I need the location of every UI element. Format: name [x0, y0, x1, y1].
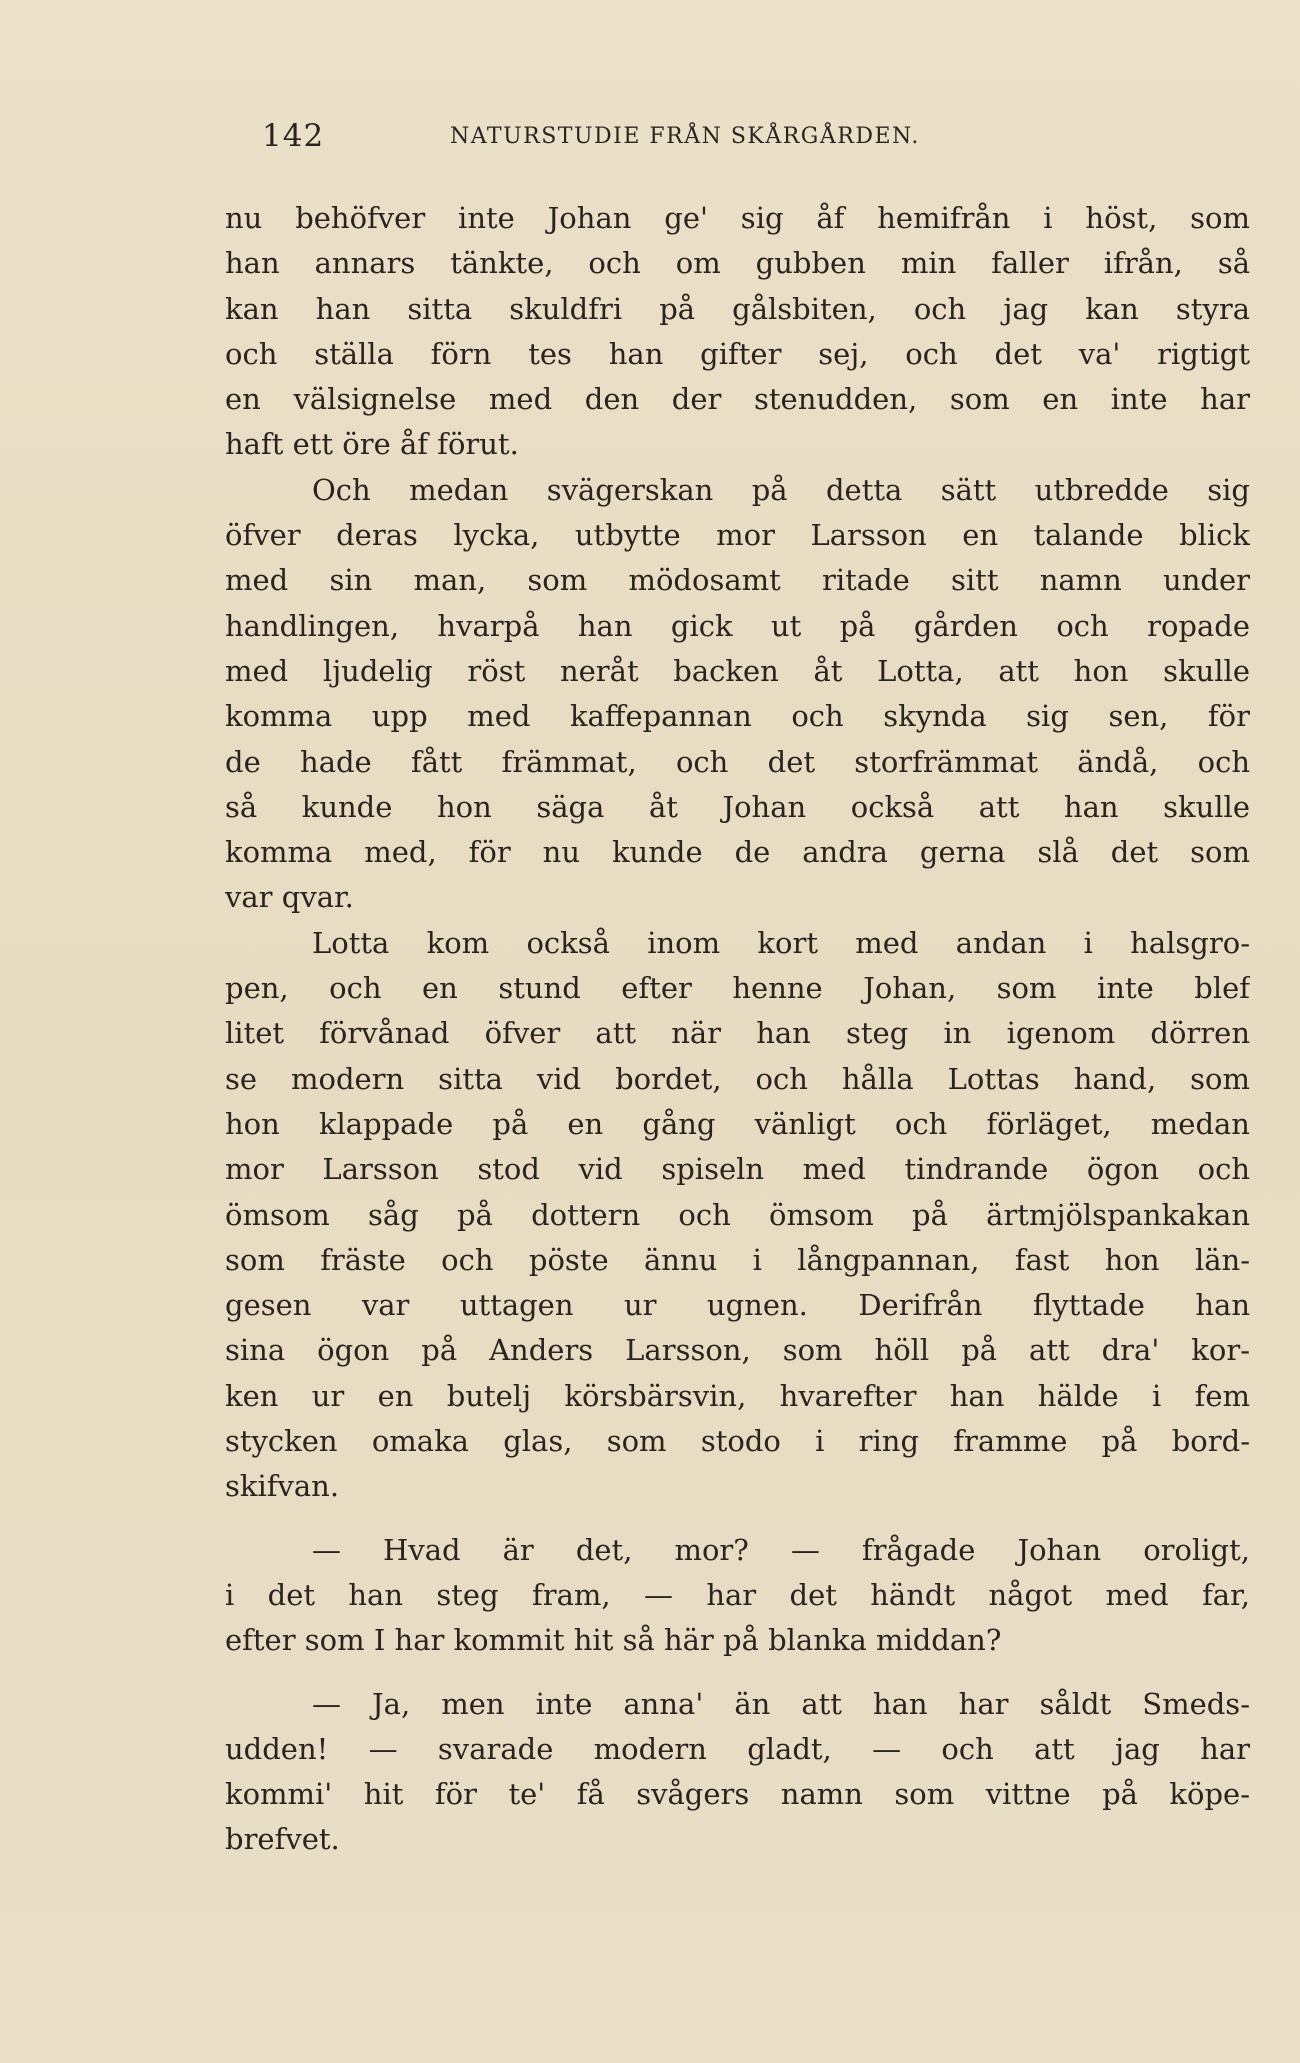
text-line: Lotta kom också inom kort med andan i halsgro-	[312, 925, 1250, 960]
text-line: så kunde hon säga åt Johan också att han skulle	[225, 789, 1250, 824]
text-line: litet förvånad öfver att när han steg in igenom dörren	[225, 1016, 1250, 1051]
text-line: udden! — svarade modern gladt, — och att jag har	[225, 1731, 1250, 1766]
text-line: handlingen, hvarpå han gick ut på gården och ropade	[225, 608, 1250, 643]
text-line: hon klappade på en gång vänligt och förläget, medan	[225, 1106, 1250, 1141]
paragraph	[225, 1682, 1250, 1863]
text-line: han annars tänkte, och om gubben min faller ifrån, så	[225, 246, 1250, 281]
paragraph-gap	[225, 1664, 1250, 1682]
text-line: haft ett öre åf förut.	[225, 427, 519, 462]
text-line: var qvar.	[225, 880, 354, 915]
text-line: brefvet.	[225, 1822, 340, 1857]
paragraph	[225, 921, 1250, 1510]
text-line: stycken omaka glas, som stodo i ring framme på bord-	[225, 1424, 1250, 1459]
text-line: öfver deras lycka, utbytte mor Larsson en talande blick	[225, 518, 1250, 553]
text-line: komma upp med kaffepannan och skynda sig sen, för	[225, 699, 1250, 734]
text-line: och ställa förn tes han gifter sej, och det va' rigtigt	[225, 336, 1250, 371]
paragraph	[225, 196, 1250, 468]
text-line: — Ja, men inte anna' än att han har såldt Smeds-	[312, 1686, 1250, 1721]
text-line: ömsom såg på dottern och ömsom på ärtmjölspankakan	[225, 1197, 1250, 1232]
text-line: med sin man, som mödosamt ritade sitt namn under	[225, 563, 1250, 598]
text-line: skifvan.	[225, 1469, 340, 1504]
text-line: komma med, för nu kunde de andra gerna slå det som	[225, 835, 1250, 870]
paragraph	[225, 1528, 1250, 1664]
running-title: NATURSTUDIE FRÅN SKÅRGÅRDEN.	[450, 124, 920, 149]
text-line: de hade fått främmat, och det storfrämmat ändå, och	[225, 744, 1250, 779]
text-line: kommi' hit för te' få svågers namn som vittne på köpe-	[225, 1777, 1250, 1812]
text-line: gesen var uttagen ur ugnen. Derifrån flyttade han	[225, 1288, 1250, 1323]
text-line: Och medan svägerskan på detta sätt utbredde sig	[312, 472, 1250, 507]
paragraph	[225, 468, 1250, 921]
text-line: i det han steg fram, — har det händt något med far,	[225, 1577, 1250, 1612]
text-line: ken ur en butelj körsbärsvin, hvarefter han hälde i fem	[225, 1378, 1250, 1413]
text-line: med ljudelig röst neråt backen åt Lotta, att hon skulle	[225, 653, 1250, 688]
paragraph-gap	[225, 1510, 1250, 1528]
text-line: sina ögon på Anders Larsson, som höll på att dra' kor-	[225, 1333, 1250, 1368]
text-line: se modern sitta vid bordet, och hålla Lottas hand, som	[225, 1061, 1250, 1096]
text-line: en välsignelse med den der stenudden, som en inte har	[225, 382, 1250, 417]
body-text	[225, 196, 1250, 1863]
page-number: 142	[262, 118, 325, 154]
running-head	[262, 118, 1068, 158]
text-line: pen, och en stund efter henne Johan, som inte blef	[225, 971, 1250, 1006]
text-line: nu behöfver inte Johan ge' sig åf hemifrån i höst, som	[225, 201, 1250, 235]
text-line: efter som I har kommit hit så här på blanka middan?	[225, 1623, 1002, 1658]
text-line: kan han sitta skuldfri på gålsbiten, och jag kan styra	[225, 291, 1250, 326]
text-line: mor Larsson stod vid spiseln med tindrande ögon och	[225, 1152, 1250, 1187]
text-line: som fräste och pöste ännu i långpannan, fast hon län-	[225, 1242, 1250, 1277]
text-line: — Hvad är det, mor? — frågade Johan oroligt,	[312, 1532, 1250, 1567]
